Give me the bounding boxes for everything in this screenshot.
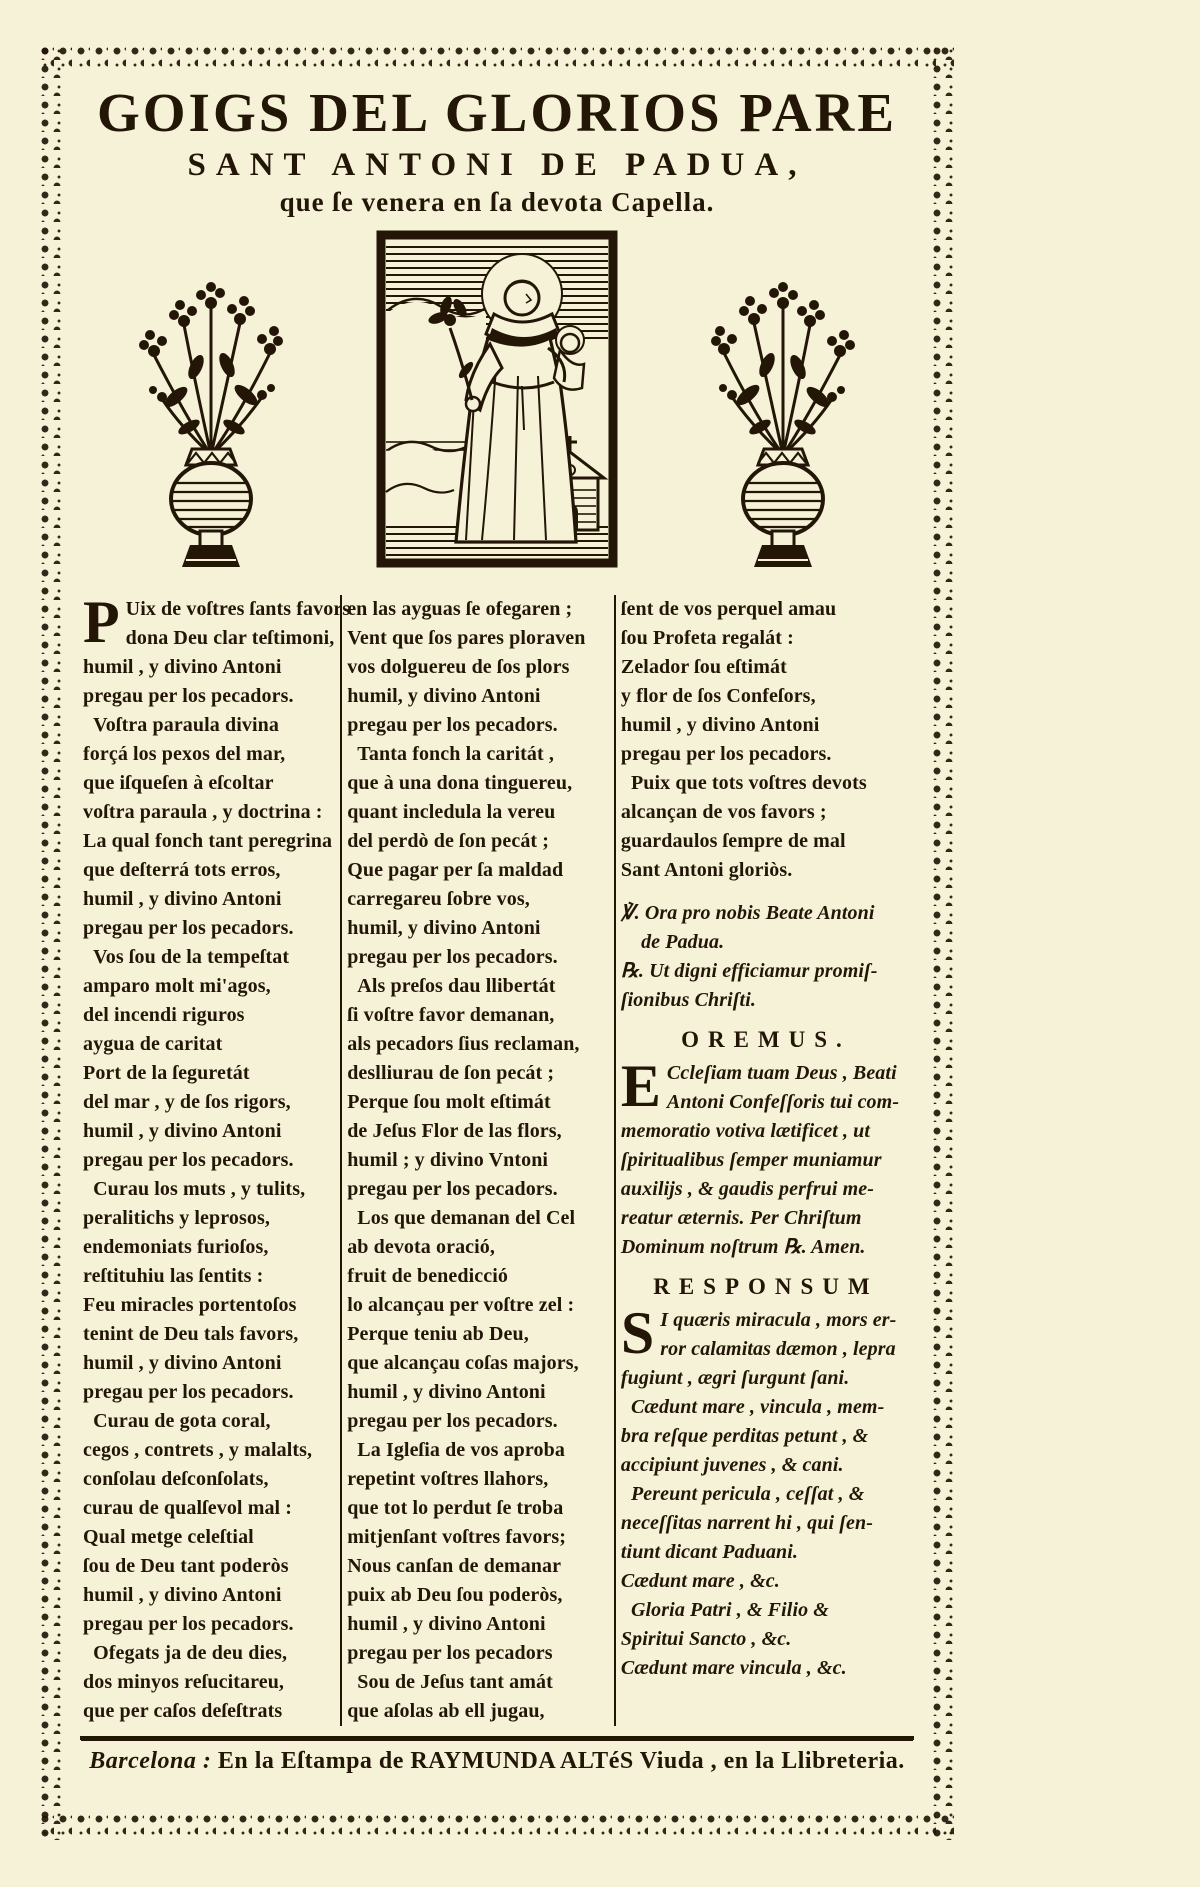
page-title: GOIGS DEL GLORIOS PARE	[96, 82, 897, 143]
text-line: Perque teniu ab Deu,	[347, 1323, 529, 1345]
text-line: La Igleſia de vos aproba	[347, 1439, 565, 1461]
text-line: humil , y divino Antoni	[620, 714, 820, 736]
text-line: de Jeſus Flor de las flors,	[347, 1120, 562, 1142]
text-line: y flor de ſos Confeſors,	[620, 685, 816, 707]
text-line: curau de qualſevol mal :	[83, 1497, 293, 1519]
text-line: de Padua.	[620, 931, 725, 953]
woodcut-row	[78, 233, 916, 573]
text-line: humil , y divino Antoni	[83, 888, 282, 910]
text-line: dos minyos reſucitareu,	[83, 1671, 285, 1693]
text-line: Feu miracles portentoſos	[83, 1294, 297, 1316]
text-line: aygua de caritat	[83, 1033, 223, 1055]
column-3-verses	[621, 595, 911, 885]
saint-anthony-woodcut	[376, 230, 618, 573]
text-line: carregareu ſobre vos,	[347, 888, 530, 910]
text-line: conſolau deſconſolats,	[83, 1468, 269, 1490]
text-line: ſou Profeta regalát :	[620, 627, 794, 649]
text-line: Gloria Patri , & Filio &	[620, 1599, 829, 1621]
responsum-header: RESPONSUM	[653, 1274, 879, 1299]
text-line: quant incledula la vereu	[347, 801, 556, 823]
text-line: pregau per los pecadors.	[347, 714, 558, 736]
text-line: pregau per los pecadors	[347, 1642, 553, 1664]
text-line: Pereunt pericula , ceſſat , &	[620, 1483, 865, 1505]
text-line: Curau de gota coral,	[83, 1410, 271, 1432]
text-line: puix ab Deu ſou poderòs,	[347, 1584, 563, 1606]
imprint-place: Barcelona :	[89, 1748, 212, 1774]
text-line: La qual fonch tant peregrina	[83, 830, 333, 852]
text-line: ſi voſtre favor demanan,	[347, 1004, 555, 1026]
column-2-verses	[347, 595, 609, 1726]
text-line: que aſolas ab ell jugau,	[347, 1700, 545, 1722]
text-line: deslliurau de ſon pecát ;	[347, 1062, 555, 1084]
text-line: que iſqueſen à eſcoltar	[83, 772, 274, 794]
text-line: del perdò de ſon pecát ;	[347, 830, 550, 852]
oremus-prayer	[620, 1053, 911, 1262]
dropcap-initial-S: S	[620, 1300, 655, 1366]
text-line: tenint de Deu tals favors,	[83, 1323, 299, 1345]
text-line: bra reſque perditas petunt , &	[620, 1425, 869, 1447]
text-line: vos dolguereu de ſos plors	[347, 656, 570, 678]
text-line: ſent de vos perquel amau	[620, 598, 837, 620]
page-subtitle: SANT ANTONI DE PADUA,	[187, 147, 807, 183]
ornament-border-top	[36, 42, 958, 72]
text-line: que per caſos deſeſtrats	[83, 1700, 283, 1722]
text-line: forçá los pexos del mar,	[83, 743, 286, 765]
text-line: humil , y divino Antoni	[83, 1352, 282, 1374]
dropcap-initial-E: E	[620, 1053, 661, 1119]
text-line: als pecadors ſius reclaman,	[347, 1033, 580, 1055]
text-line: Nous canſan de demanar	[347, 1555, 562, 1577]
text-line: neceſſitas narrent hi , qui ſen-	[620, 1512, 873, 1534]
text-line: ror calamitas dæmon , lepra	[660, 1338, 896, 1360]
text-line: tiunt dicant Paduani.	[620, 1541, 799, 1563]
text-line: humil , y divino Antoni	[83, 1120, 282, 1142]
column-1-verses	[83, 589, 351, 1726]
text-line: ſionibus Chriſti.	[620, 989, 756, 1011]
text-line: Cædunt mare , &c.	[620, 1570, 780, 1592]
text-line: Tanta fonch la caritát ,	[347, 743, 554, 765]
text-line: pregau per los pecadors.	[347, 946, 558, 968]
text-line: Cædunt mare , vincula , mem-	[620, 1396, 885, 1418]
text-line: Antoni Confeſſoris tui com-	[666, 1091, 900, 1113]
text-line: que alcançau coſas majors,	[347, 1352, 579, 1374]
column-1	[78, 589, 351, 1726]
text-line: dona Deu clar teſtimoni,	[125, 627, 335, 649]
text-line: accipiunt juvenes , & cani.	[620, 1454, 844, 1476]
ornament-border-bottom	[36, 1810, 958, 1840]
text-line: fruit de benedicció	[347, 1265, 508, 1287]
text-line: mitjenſant voſtres favors;	[347, 1526, 567, 1548]
text-line: que à una dona tinguereu,	[347, 772, 573, 794]
printed-area	[66, 72, 928, 1810]
text-line: alcançan de vos favors ;	[620, 801, 827, 823]
text-line: ab devota oració,	[347, 1236, 495, 1258]
text-line: Spiritui Sancto , &c.	[620, 1628, 792, 1650]
flower-vase-woodcut-left	[126, 277, 296, 573]
text-line: Vent que ſos pares ploraven	[347, 627, 586, 649]
text-line: Vos ſou de la tempeſtat	[83, 946, 290, 968]
imprint-divider-rule	[80, 1736, 914, 1740]
text-line: humil ; y divino Vntoni	[347, 1149, 549, 1171]
text-line: que tot lo perdut ſe troba	[347, 1497, 564, 1519]
text-line: Voſtra paraula divina	[83, 714, 279, 736]
text-line: peralitichs y leprosos,	[83, 1207, 270, 1229]
text-line: en las ayguas ſe ofegaren ;	[347, 598, 573, 620]
text-line: pregau per los pecadors.	[347, 1178, 558, 1200]
ornamental-frame	[36, 42, 958, 1840]
ornament-border-left	[36, 42, 66, 1840]
text-line: Sant Antoni gloriòs.	[620, 859, 793, 881]
text-line: Zelador ſou eſtimát	[620, 656, 787, 678]
text-line: Puix que tots voſtres devots	[620, 772, 867, 794]
text-line: Curau los muts , y tulits,	[83, 1178, 306, 1200]
text-line: ſpiritualibus ſemper muniamur	[620, 1149, 882, 1171]
text-line: humil , y divino Antoni	[83, 656, 282, 678]
text-line: pregau per los pecadors.	[83, 1381, 294, 1403]
text-line: Qual metge celeſtial	[83, 1526, 254, 1548]
text-line: lo alcançau per voſtre zel :	[347, 1294, 575, 1316]
text-line: voſtra paraula , y doctrina :	[83, 801, 323, 823]
dropcap-initial-P: P	[83, 589, 120, 655]
text-line: Port de la ſeguretát	[83, 1062, 250, 1084]
text-line: Los que demanan del Cel	[347, 1207, 576, 1229]
text-line: Ccleſiam tuam Deus , Beati	[666, 1062, 897, 1084]
text-line: humil , y divino Antoni	[83, 1584, 282, 1606]
text-line: que deſterrá tots erros,	[83, 859, 281, 881]
text-line: fugiunt , ægri ſurgunt ſani.	[620, 1367, 850, 1389]
text-line: Que pagar per ſa maldad	[347, 859, 564, 881]
text-line: guardaulos ſempre de mal	[620, 830, 846, 852]
text-line: pregau per los pecadors.	[347, 1410, 558, 1432]
text-line: reatur æternis. Per Chriſtum	[620, 1207, 862, 1229]
text-line: pregau per los pecadors.	[620, 743, 832, 765]
text-line: ℞. Ut digni efficiamur promiſ-	[620, 960, 878, 982]
text-line: Sou de Jeſus tant amát	[347, 1671, 553, 1693]
text-line: I quæris miracula , mors er-	[660, 1309, 897, 1331]
text-line: ſou de Deu tant poderòs	[83, 1555, 289, 1577]
ornament-border-right	[928, 42, 958, 1840]
text-line: ℣. Ora pro nobis Beate Antoni	[620, 902, 875, 924]
text-line: auxilijs , & gaudis perfrui me-	[620, 1178, 875, 1200]
text-line: amparo molt mi'agos,	[83, 975, 271, 997]
flower-vase-woodcut-right	[698, 277, 868, 573]
text-line: Als preſos dau llibertát	[347, 975, 556, 997]
printer-imprint	[78, 1748, 916, 1775]
text-line: reſtituhiu las ſentits :	[83, 1265, 264, 1287]
versicle-response	[621, 899, 911, 1015]
text-line: pregau per los pecadors.	[83, 685, 294, 707]
oremus-header: OREMUS.	[681, 1027, 851, 1052]
text-line: humil , y divino Antoni	[347, 1613, 546, 1635]
text-line: del incendi riguros	[83, 1004, 245, 1026]
text-line: humil , y divino Antoni	[347, 1381, 546, 1403]
text-line: memoratio votiva lætificet , ut	[620, 1120, 871, 1142]
column-3	[614, 595, 916, 1726]
text-line: pregau per los pecadors.	[83, 1613, 294, 1635]
verse-columns	[78, 589, 916, 1726]
text-line: humil, y divino Antoni	[347, 917, 541, 939]
text-line: Ofegats ja de deu dies,	[83, 1642, 288, 1664]
column-2	[340, 595, 614, 1726]
flower-bloom	[139, 330, 167, 357]
page-dedication: que ſe venera en ſa devota Capella.	[279, 187, 715, 217]
text-line: endemoniats furioſos,	[83, 1236, 269, 1258]
text-line: Uix de voſtres ſants favors	[125, 598, 351, 620]
text-line: del mar , y de ſos rigors,	[83, 1091, 291, 1113]
text-line: repetint voſtres llahors,	[347, 1468, 549, 1490]
text-line: pregau per los pecadors.	[83, 917, 294, 939]
text-line: humil, y divino Antoni	[347, 685, 541, 707]
text-line: cegos , contrets , y malalts,	[83, 1439, 313, 1461]
text-line: Cædunt mare vincula , &c.	[620, 1657, 847, 1679]
text-line: Dominum noſtrum ℞. Amen.	[620, 1236, 866, 1258]
responsum-text	[620, 1300, 911, 1683]
imprint-text: En la Eſtampa de RAYMUNDA ALTéS Viuda , en la Llibreteria.	[217, 1748, 905, 1774]
text-line: pregau per los pecadors.	[83, 1149, 294, 1171]
text-line: Perque ſou molt eſtimát	[347, 1091, 551, 1113]
